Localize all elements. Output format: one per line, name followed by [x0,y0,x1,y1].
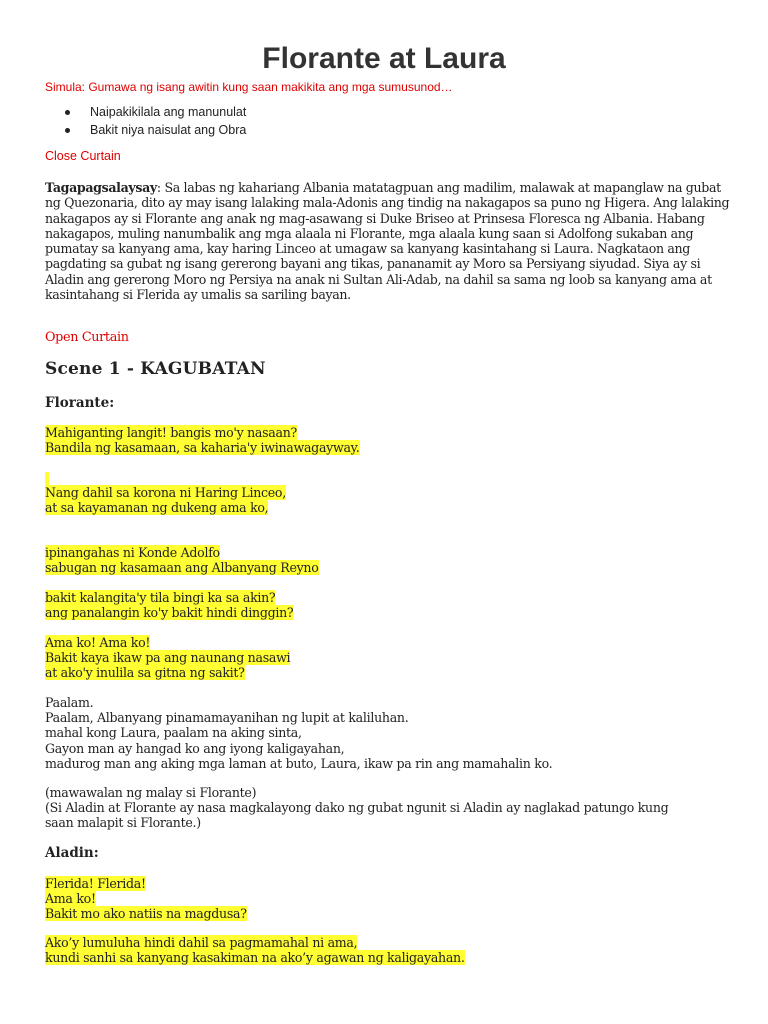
scene-heading: Scene 1 - KAGUBATAN [45,359,266,379]
list-item: Naipakikilala ang manunulat [45,103,246,121]
list-item: Bakit niya naisulat ang Obra [45,121,246,139]
florante-stanza-2: Nang dahil sa korona ni Haring Linceo, at sa kayamanan ng dukeng ama ko, [45,485,286,516]
narrator-label: Tagapagsalaysay [45,180,157,195]
bullet-list [45,103,246,139]
florante-stanza-1: Mahiganting langit! bangis mo'y nasaan? Bandila ng kasamaan, sa kaharia'y iwinawagayway. [45,425,360,456]
stage-direction: (mawawalan ng malay si Florante) (Si Aladin at Florante ay nasa magkalayong dako ng gubat ngunit si Aladin ay naglakad patungo kung saan malapit si Florante.) [45,785,669,831]
aladin-stanza-2: Ako’y lumuluha hindi dahil sa pagmamahal ni ama, kundi sanhi sa kanyang kasakiman na ako’y agawan ng kaligayahan. [45,935,465,966]
speaker-aladin: Aladin: [45,845,99,861]
narration-text: : Sa labas ng kahariang Albania matatagpuan ang madilim, malawak at mapanglaw na gubat ng Quezonaria, dito ay may isang lalaking mala-Adonis ang tindig na nakagapos sa puno ng Higera. Ang lalaking nakagapos ay si Florante ang anak ng mag-asawang si Duke Briseo at Prinsesa Floresca ng Albania. Habang nakagapos, muling nanumbalik ang mga alaala ni Florante, mga alaala kung saan si Adolfong sukaban ang pumatay sa kanyang ama, kay haring Linceo at umagaw sa kanyang kasintahang si Laura. Nagkataon ang pagdating sa gubat ng isang gererong bayani ang tikas, pananamit ay Moro sa Persiyang siyudad. Siya ay si Aladin ang gererong Moro ng Persiya na anak ni Sultan Ali-Adab, na dahil sa sama ng loob sa kanyang ama at kasintahang si Flerida ay umalis sa sariling bayan. [45,180,730,303]
narration-paragraph [45,180,735,302]
highlight-marker [45,470,49,486]
stage-cue-close: Close Curtain [45,149,121,163]
florante-stanza-5: Ama ko! Ama ko! Bakit kaya ikaw pa ang naunang nasawi at ako'y inulila sa gitna ng sakit? [45,635,291,681]
speaker-florante: Florante: [45,395,115,411]
florante-farewell: Paalam. Paalam, Albanyang pinamamayanihan ng lupit at kaliluhan. mahal kong Laura, paalam na aking sinta, Gayon man ay hangad ko ang iyong kaligayahan, madurog man ang aking mga laman at buto, Laura, ikaw pa rin ang mamahalin ko. [45,695,553,771]
stage-cue-open: Open Curtain [45,330,129,345]
intro-instruction: Simula: Gumawa ng isang awitin kung saan makikita ang mga sumusunod… [45,80,453,94]
bullet-icon [65,110,70,115]
florante-stanza-3: ipinangahas ni Konde Adolfo sabugan ng kasamaan ang Albanyang Reyno [45,545,319,576]
florante-stanza-4: bakit kalangita'y tila bingi ka sa akin? ang panalangin ko'y bakit hindi dinggin? [45,590,294,621]
bullet-icon [65,128,70,133]
document-title: Florante at Laura [262,42,506,75]
aladin-stanza-1: Flerida! Flerida! Ama ko! Bakit mo ako natiis na magdusa? [45,876,247,922]
